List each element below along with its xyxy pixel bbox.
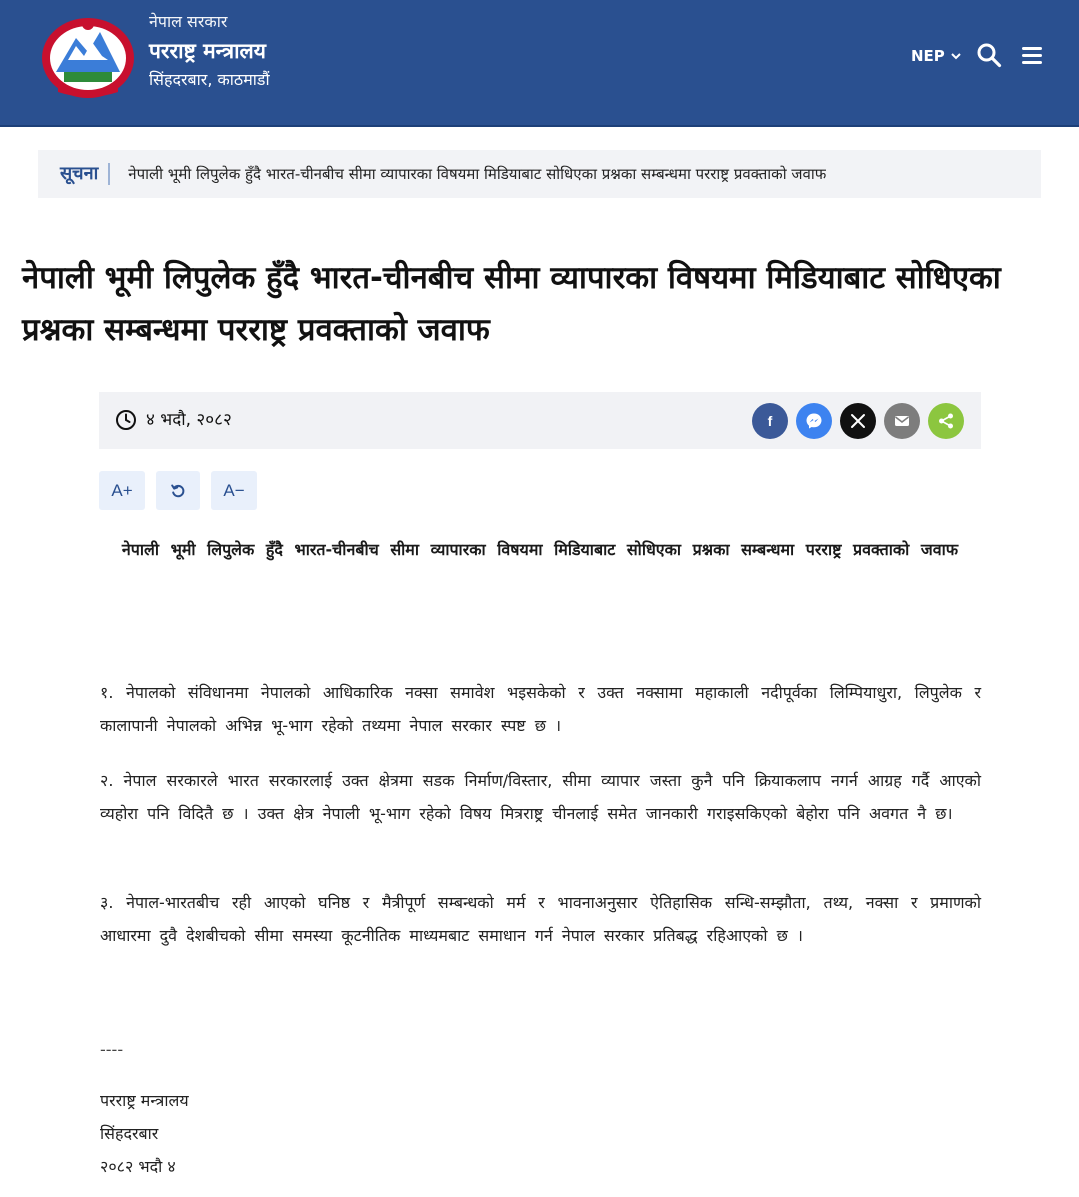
gov-name: नेपाल सरकार — [149, 12, 228, 31]
font-decrease-button[interactable]: A− — [211, 471, 257, 510]
article-paragraph: १. नेपालको संविधानमा नेपालको आधिकारिक नक्सा समावेश भइसकेको र उक्त नक्सामा महाकाली नदीपूर्वका लिम्पियाधुरा, लिपुलेक र कालापानी नेपालको अभिन्न भू-भाग रहेको तथ्यमा नेपाल सरकार स्पष्ट छ । — [100, 683, 981, 735]
reset-icon — [170, 483, 186, 499]
messenger-icon — [805, 412, 823, 430]
site-header — [0, 0, 1079, 127]
brand-block[interactable] — [149, 10, 270, 92]
article-paragraph: ३. नेपाल-भारतबीच रही आएको घनिष्ठ र मैत्रीपूर्ण सम्बन्धको मर्म र भावनाअनुसार ऐतिहासिक सन्धि-सम्झौता, तथ्य, नक्सा र प्रमाणको आधारमा दुवै देशबीचको सीमा समस्या कूटनीतिक माध्यमबाट समाधान गर्न नेपाल सरकार प्रतिबद्ध रहिआएको छ । — [100, 893, 981, 945]
clock-icon — [115, 409, 137, 431]
signature-date: २०८२ भदौ ४ — [100, 1157, 176, 1176]
share-more-button[interactable] — [928, 403, 964, 439]
x-logo-icon — [849, 412, 867, 430]
chevron-down-icon — [951, 51, 961, 61]
article-meta-bar — [99, 392, 981, 449]
notice-label: सूचना — [60, 163, 110, 185]
share-x-button[interactable] — [840, 403, 876, 439]
signature-place: सिंहदरबार — [100, 1124, 159, 1143]
share-email-button[interactable] — [884, 403, 920, 439]
article-paragraph: २. नेपाल सरकारले भारत सरकारलाई उक्त क्षेत्रमा सडक निर्माण/विस्तार, सीमा व्यापार जस्ता कुनै पनि क्रियाकलाप नगर्न आग्रह गर्दै आएको व्यहोरा पनि विदितै छ । उक्त क्षेत्र नेपाली भू-भाग रहेको विषय मित्रराष्ट्र चीनलाई समेत जानकारी गराइसकिएको बेहोरा पनि अवगत नै छ। — [100, 771, 981, 823]
page-title: नेपाली भूमी लिपुलेक हुँदै भारत-चीनबीच सीमा व्यापारका विषयमा मिडियाबाट सोधिएका प्रश्नका सम्बन्धमा परराष्ट्र प्रवक्ताको जवाफ — [22, 260, 1001, 348]
language-label: NEP — [911, 47, 945, 65]
share-facebook-button[interactable] — [752, 403, 788, 439]
facebook-icon: f — [767, 413, 773, 429]
font-reset-button[interactable] — [156, 471, 200, 510]
ministry-name: परराष्ट्र मन्त्रालय — [149, 39, 266, 63]
share-icon — [937, 412, 955, 430]
search-icon[interactable] — [976, 42, 1002, 68]
notice-bar — [38, 150, 1041, 198]
signature-separator: ---- — [100, 1040, 124, 1059]
nepal-emblem-icon[interactable] — [38, 12, 138, 100]
article-heading: नेपाली भूमी लिपुलेक हुँदै भारत-चीनबीच सीमा व्यापारका विषयमा मिडियाबाट सोधिएका प्रश्नका सम्बन्धमा परराष्ट्र प्रवक्ताको जवाफ — [121, 540, 959, 559]
signature-block — [100, 1084, 189, 1183]
notice-link[interactable]: नेपाली भूमी लिपुलेक हुँदै भारत-चीनबीच सीमा व्यापारका विषयमा मिडियाबाट सोधिएका प्रश्नका सम्बन्धमा परराष्ट्र प्रवक्ताको जवाफ — [128, 165, 827, 183]
share-messenger-button[interactable] — [796, 403, 832, 439]
signature-ministry: परराष्ट्र मन्त्रालय — [100, 1091, 189, 1110]
email-icon — [893, 412, 911, 430]
language-selector[interactable] — [911, 47, 961, 65]
font-increase-button[interactable]: A+ — [99, 471, 145, 510]
ministry-location: सिंहदरबार, काठमाडौं — [149, 70, 270, 89]
publish-date: ४ भदौ, २०८२ — [146, 410, 232, 430]
hamburger-menu-icon[interactable] — [1020, 42, 1046, 68]
